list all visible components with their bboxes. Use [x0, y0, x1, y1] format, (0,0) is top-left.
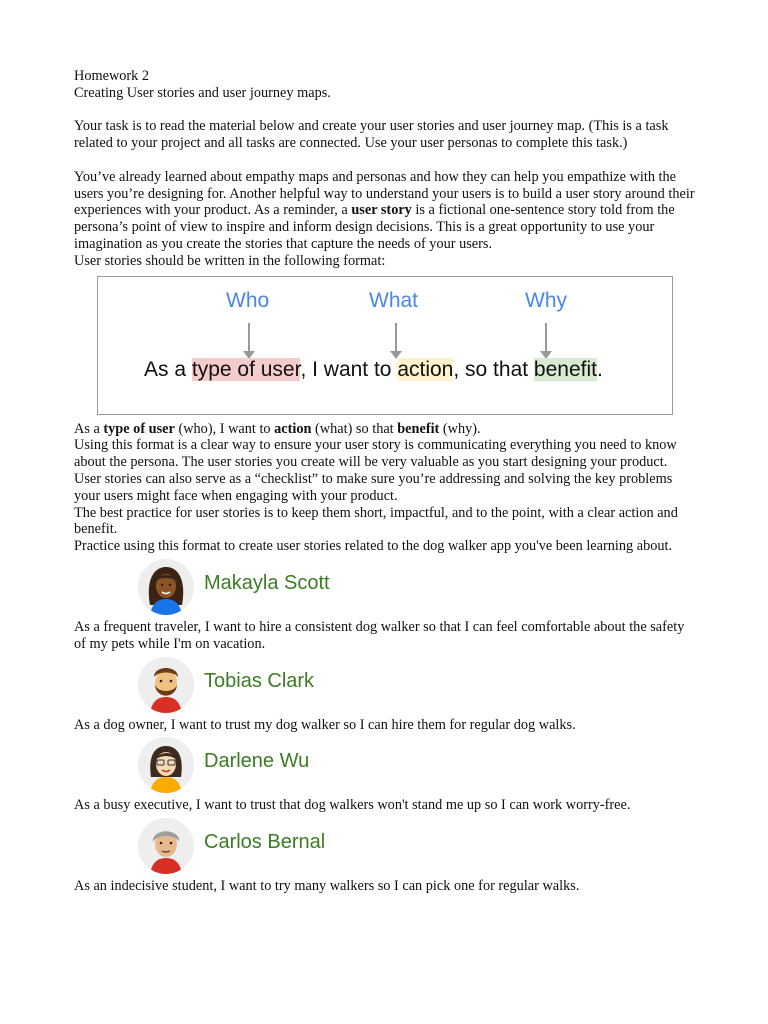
intro-paragraph: You’ve already learned about empathy maps and personas and how they can help you empathize with the users you’re designing for. Another helpful way to understand your users is to build a user story around their experiences with your product. As a reminder, a user story is a fictional one-sentence story told from the persona’s point of view to inspire and inform design decisions. This is a great opportunity to use your imagination as you create the stories that capture the needs of your users. — [74, 168, 695, 252]
action-highlight: action — [397, 357, 454, 381]
persona-story: As an indecisive student, I want to try many walkers so I can pick one for regular walks. — [74, 878, 580, 895]
format-intro: User stories should be written in the following format: — [74, 252, 386, 269]
avatar — [138, 657, 194, 713]
persona-makayla — [74, 557, 696, 617]
checklist-paragraph: Using this format is a clear way to ensure your user story is communicating everything you need to know about the persona. The user stories you create will be very valuable as you start designing your product. User stories can also serve as a “checklist” to make sure you’re addressing and solving the key problems your users might face when engaging with your product. — [74, 437, 677, 504]
persona-story: As a busy executive, I want to trust that dog walkers won't stand me up so I can work worry-free. — [74, 797, 631, 814]
user-story-format-figure — [97, 276, 673, 415]
persona-story: As a dog owner, I want to trust my dog walker so I can hire them for regular dog walks. — [74, 716, 576, 733]
persona-darlene — [74, 735, 696, 795]
persona-name: Carlos Bernal — [204, 831, 326, 854]
who-arrow-icon — [248, 323, 250, 353]
benefit-highlight: benefit — [533, 357, 597, 381]
why-arrow-icon — [545, 323, 547, 353]
avatar — [138, 737, 194, 793]
doc-title: Homework 2 — [74, 68, 150, 84]
task-paragraph: Your task is to read the material below and create your user stories and user journey map. (This is a task related to your project and all tasks are connected. Use your user personas to complete this task.) — [74, 118, 669, 152]
persona-name: Makayla Scott — [204, 571, 330, 594]
avatar — [138, 559, 194, 615]
format-line: As a type of user (who), I want to action (what) so that benefit (why). — [74, 420, 481, 437]
type-of-user-highlight: type of user — [191, 357, 301, 381]
document-page — [74, 68, 696, 895]
user-story-term: user story — [351, 202, 412, 219]
doc-subtitle: Creating User stories and user journey maps. — [74, 84, 331, 101]
persona-tobias — [74, 655, 696, 715]
practice-paragraph: Practice using this format to create user stories related to the dog walker app you've been learning about. — [74, 538, 673, 555]
format-sentence: As a type of user, I want to action, so that benefit. — [144, 357, 603, 381]
avatar — [138, 818, 194, 874]
what-arrow-icon — [395, 323, 397, 353]
who-label: Who — [226, 288, 270, 312]
persona-story: As a frequent traveler, I want to hire a consistent dog walker so that I can feel comfortable about the safety of my pets while I'm on vacation. — [74, 618, 685, 652]
persona-carlos — [74, 816, 696, 876]
persona-name: Darlene Wu — [204, 750, 310, 773]
best-practice-paragraph: The best practice for user stories is to keep them short, impactful, and to the point, with a clear action and benefit. — [74, 504, 678, 538]
persona-name: Tobias Clark — [204, 669, 315, 692]
why-label: Why — [525, 288, 567, 312]
what-label: What — [369, 288, 419, 312]
